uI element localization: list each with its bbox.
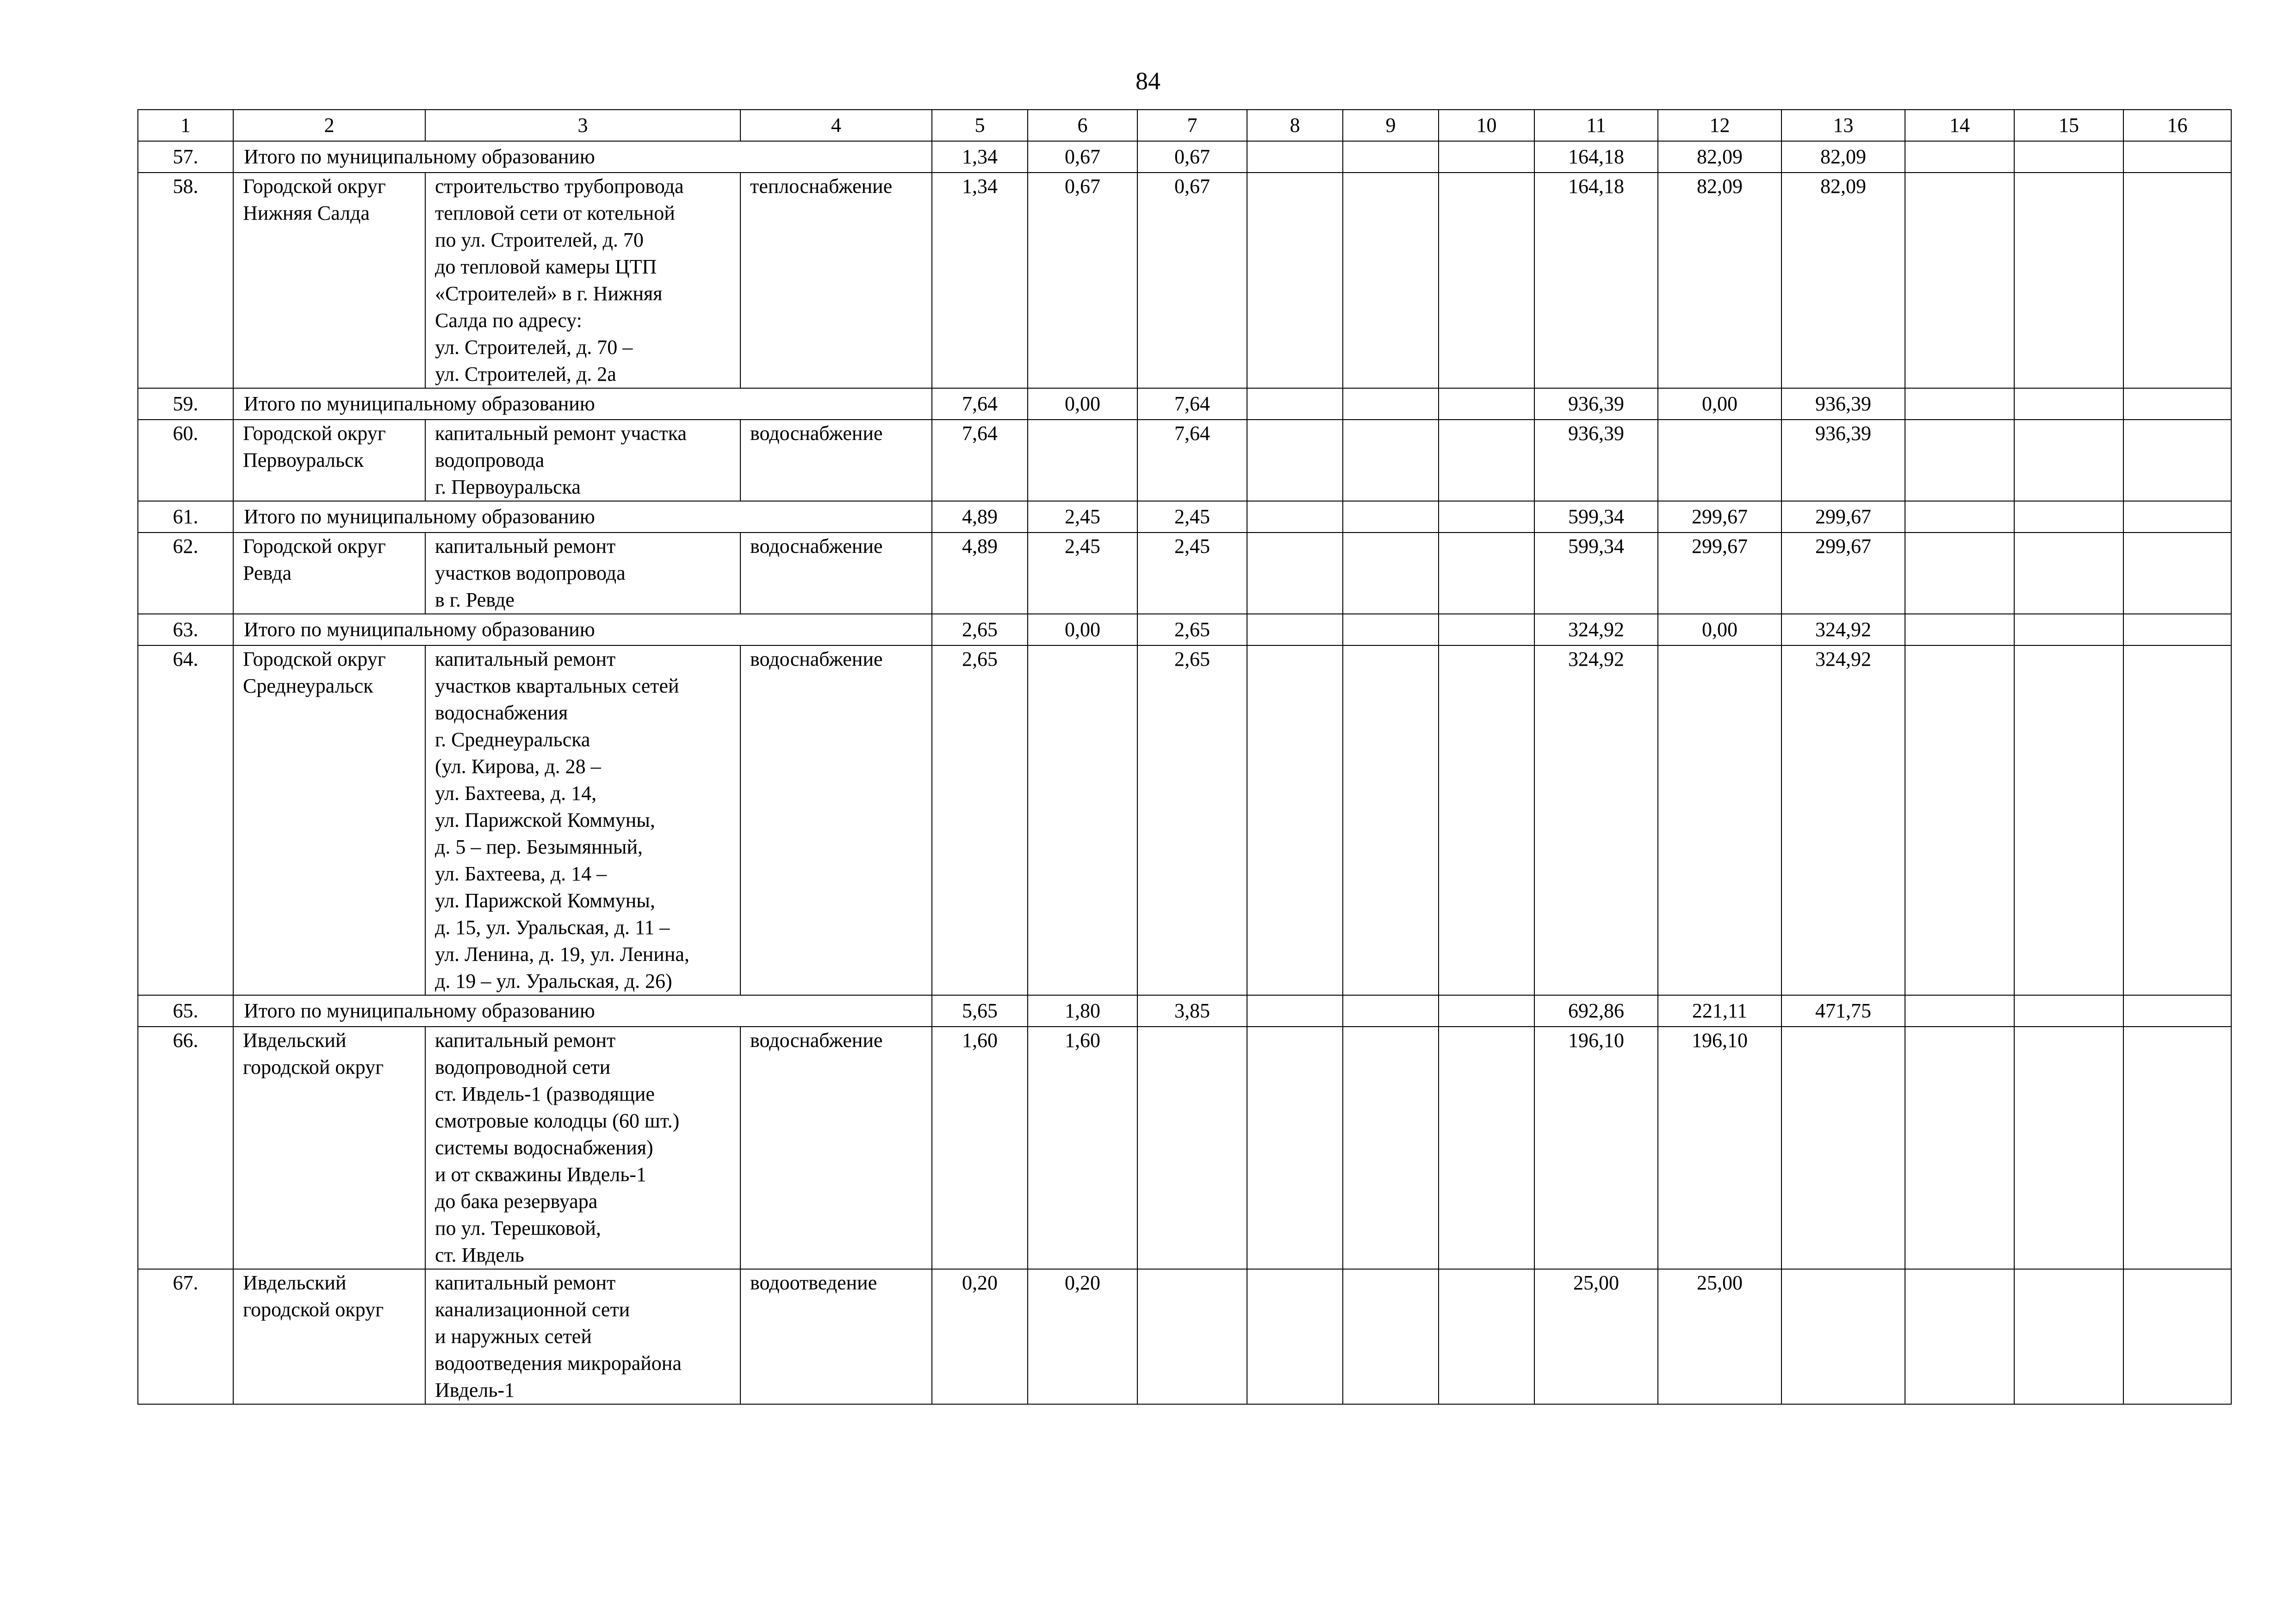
value-col-16 — [2123, 645, 2231, 995]
value-col-14 — [1905, 141, 2014, 173]
header-col-1: 1 — [138, 110, 233, 141]
value-col-9 — [1343, 995, 1439, 1027]
total-label: Итого по муниципальному образованию — [233, 614, 932, 645]
value-col-13: 324,92 — [1781, 614, 1905, 645]
value-col-15 — [2014, 1027, 2123, 1269]
value-col-10 — [1439, 1027, 1534, 1269]
value-col-14 — [1905, 173, 2014, 388]
value-col-14 — [1905, 1269, 2014, 1404]
header-col-13: 13 — [1781, 110, 1905, 141]
value-col-10 — [1439, 533, 1534, 614]
header-col-10: 10 — [1439, 110, 1534, 141]
utility-type-cell: водоснабжение — [740, 645, 932, 995]
value-col-10 — [1439, 141, 1534, 173]
value-col-16 — [2123, 173, 2231, 388]
header-col-8: 8 — [1247, 110, 1343, 141]
value-col-16 — [2123, 614, 2231, 645]
total-row — [138, 388, 2231, 420]
value-col-5: 7,64 — [932, 388, 1028, 420]
row-number: 57. — [138, 141, 233, 173]
value-col-16 — [2123, 388, 2231, 420]
value-col-5: 2,65 — [932, 645, 1028, 995]
row-number: 64. — [138, 645, 233, 995]
value-col-12: 0,00 — [1658, 388, 1781, 420]
value-col-9 — [1343, 501, 1439, 533]
utility-type-cell: водоснабжение — [740, 1027, 932, 1269]
value-col-8 — [1247, 141, 1343, 173]
value-col-11: 599,34 — [1534, 533, 1658, 614]
value-col-7: 2,65 — [1137, 645, 1247, 995]
value-col-9 — [1343, 614, 1439, 645]
value-col-15 — [2014, 420, 2123, 501]
value-col-9 — [1343, 1269, 1439, 1404]
value-col-10 — [1439, 501, 1534, 533]
value-col-8 — [1247, 1269, 1343, 1404]
total-row — [138, 995, 2231, 1027]
value-col-12: 82,09 — [1658, 173, 1781, 388]
value-col-8 — [1247, 420, 1343, 501]
utility-type-cell: водоотведение — [740, 1269, 932, 1404]
value-col-15 — [2014, 141, 2123, 173]
value-col-15 — [2014, 533, 2123, 614]
header-col-9: 9 — [1343, 110, 1439, 141]
utility-type-cell: водоснабжение — [740, 533, 932, 614]
value-col-7: 0,67 — [1137, 173, 1247, 388]
total-label: Итого по муниципальному образованию — [233, 388, 932, 420]
row-number: 60. — [138, 420, 233, 501]
value-col-11: 164,18 — [1534, 141, 1658, 173]
value-col-14 — [1905, 388, 2014, 420]
value-col-8 — [1247, 1027, 1343, 1269]
value-col-6: 0,20 — [1028, 1269, 1137, 1404]
value-col-16 — [2123, 141, 2231, 173]
page-number: 84 — [1136, 67, 1160, 95]
header-col-11: 11 — [1534, 110, 1658, 141]
value-col-10 — [1439, 173, 1534, 388]
value-col-10 — [1439, 995, 1534, 1027]
header-col-15: 15 — [2014, 110, 2123, 141]
row-number: 62. — [138, 533, 233, 614]
value-col-15 — [2014, 173, 2123, 388]
header-col-14: 14 — [1905, 110, 2014, 141]
value-col-12: 299,67 — [1658, 501, 1781, 533]
header-col-16: 16 — [2123, 110, 2231, 141]
municipality-cell: Городской округ Среднеуральск — [233, 645, 425, 995]
header-col-2: 2 — [233, 110, 425, 141]
value-col-8 — [1247, 995, 1343, 1027]
municipality-cell: Городской округ Нижняя Салда — [233, 173, 425, 388]
value-col-7: 3,85 — [1137, 995, 1247, 1027]
value-col-6: 0,67 — [1028, 141, 1137, 173]
row-number: 61. — [138, 501, 233, 533]
value-col-10 — [1439, 420, 1534, 501]
value-col-13: 82,09 — [1781, 173, 1905, 388]
value-col-9 — [1343, 645, 1439, 995]
row-number: 59. — [138, 388, 233, 420]
investment-table — [137, 109, 2232, 1405]
value-col-16 — [2123, 995, 2231, 1027]
work-description-cell: капитальный ремонт канализационной сети и наружных сетей водоотведения микрорайона Ивдель-1 — [425, 1269, 740, 1404]
value-col-11: 692,86 — [1534, 995, 1658, 1027]
municipality-cell: Ивдельский городской округ — [233, 1027, 425, 1269]
value-col-6 — [1028, 645, 1137, 995]
value-col-7: 7,64 — [1137, 388, 1247, 420]
value-col-6: 1,80 — [1028, 995, 1137, 1027]
value-col-15 — [2014, 501, 2123, 533]
value-col-10 — [1439, 1269, 1534, 1404]
value-col-13: 82,09 — [1781, 141, 1905, 173]
total-row — [138, 614, 2231, 645]
value-col-8 — [1247, 533, 1343, 614]
value-col-9 — [1343, 1027, 1439, 1269]
value-col-10 — [1439, 645, 1534, 995]
value-col-15 — [2014, 1269, 2123, 1404]
value-col-7: 2,65 — [1137, 614, 1247, 645]
value-col-6: 0,00 — [1028, 614, 1137, 645]
value-col-15 — [2014, 614, 2123, 645]
value-col-14 — [1905, 645, 2014, 995]
value-col-13: 324,92 — [1781, 645, 1905, 995]
value-col-9 — [1343, 173, 1439, 388]
value-col-11: 25,00 — [1534, 1269, 1658, 1404]
value-col-14 — [1905, 501, 2014, 533]
value-col-13: 471,75 — [1781, 995, 1905, 1027]
value-col-6: 0,67 — [1028, 173, 1137, 388]
value-col-9 — [1343, 420, 1439, 501]
work-description-cell: капитальный ремонт водопроводной сети ст. Ивдель-1 (разводящие смотровые колодцы (60 шт.) системы водоснабжения) и от скважины Ивдель-1 до бака резервуара по ул. Терешковой, ст. Ивдель — [425, 1027, 740, 1269]
value-col-6 — [1028, 420, 1137, 501]
value-col-13: 299,67 — [1781, 501, 1905, 533]
value-col-13: 299,67 — [1781, 533, 1905, 614]
value-col-16 — [2123, 1269, 2231, 1404]
value-col-15 — [2014, 645, 2123, 995]
value-col-11: 164,18 — [1534, 173, 1658, 388]
work-description-cell: капитальный ремонт участков квартальных сетей водоснабжения г. Среднеуральска (ул. Кирова, д. 28 – ул. Бахтеева, д. 14, ул. Парижской Коммуны, д. 5 – пер. Безымянный, ул. Бахтеева, д. 14 – ул. Парижской Коммуны, д. 15, ул. Уральская, д. 11 – ул. Ленина, д. 19, ул. Ленина, д. 19 – ул. Уральская, д. 26) — [425, 645, 740, 995]
value-col-7: 0,67 — [1137, 141, 1247, 173]
municipality-cell: Городской округ Первоуральск — [233, 420, 425, 501]
value-col-5: 5,65 — [932, 995, 1028, 1027]
value-col-16 — [2123, 501, 2231, 533]
work-description-cell: строительство трубопровода тепловой сети от котельной по ул. Строителей, д. 70 до тепловой камеры ЦТП «Строителей» в г. Нижняя Салда по адресу: ул. Строителей, д. 70 – ул. Строителей, д. 2а — [425, 173, 740, 388]
utility-type-cell: водоснабжение — [740, 420, 932, 501]
value-col-7: 2,45 — [1137, 501, 1247, 533]
value-col-7: 7,64 — [1137, 420, 1247, 501]
row-number: 65. — [138, 995, 233, 1027]
total-label: Итого по муниципальному образованию — [233, 141, 932, 173]
value-col-5: 4,89 — [932, 501, 1028, 533]
header-row — [138, 110, 2231, 141]
value-col-16 — [2123, 1027, 2231, 1269]
value-col-7 — [1137, 1269, 1247, 1404]
value-col-9 — [1343, 141, 1439, 173]
value-col-12: 299,67 — [1658, 533, 1781, 614]
total-label: Итого по муниципальному образованию — [233, 501, 932, 533]
value-col-13 — [1781, 1027, 1905, 1269]
item-row — [138, 533, 2231, 614]
item-row — [138, 1027, 2231, 1269]
value-col-15 — [2014, 388, 2123, 420]
value-col-8 — [1247, 614, 1343, 645]
value-col-7: 2,45 — [1137, 533, 1247, 614]
work-description-cell: капитальный ремонт участков водопровода в г. Ревде — [425, 533, 740, 614]
value-col-13 — [1781, 1269, 1905, 1404]
value-col-8 — [1247, 173, 1343, 388]
header-col-6: 6 — [1028, 110, 1137, 141]
municipality-cell: Ивдельский городской округ — [233, 1269, 425, 1404]
value-col-7 — [1137, 1027, 1247, 1269]
header-col-4: 4 — [740, 110, 932, 141]
header-col-3: 3 — [425, 110, 740, 141]
value-col-6: 1,60 — [1028, 1027, 1137, 1269]
value-col-11: 196,10 — [1534, 1027, 1658, 1269]
value-col-13: 936,39 — [1781, 388, 1905, 420]
value-col-16 — [2123, 533, 2231, 614]
value-col-11: 936,39 — [1534, 420, 1658, 501]
value-col-11: 599,34 — [1534, 501, 1658, 533]
row-number: 58. — [138, 173, 233, 388]
item-row — [138, 645, 2231, 995]
value-col-14 — [1905, 533, 2014, 614]
value-col-10 — [1439, 614, 1534, 645]
row-number: 67. — [138, 1269, 233, 1404]
value-col-16 — [2123, 420, 2231, 501]
value-col-8 — [1247, 645, 1343, 995]
value-col-5: 4,89 — [932, 533, 1028, 614]
value-col-8 — [1247, 388, 1343, 420]
value-col-11: 936,39 — [1534, 388, 1658, 420]
value-col-14 — [1905, 614, 2014, 645]
total-row — [138, 141, 2231, 173]
value-col-11: 324,92 — [1534, 645, 1658, 995]
header-col-5: 5 — [932, 110, 1028, 141]
header-col-7: 7 — [1137, 110, 1247, 141]
value-col-12 — [1658, 420, 1781, 501]
item-row — [138, 420, 2231, 501]
value-col-5: 0,20 — [932, 1269, 1028, 1404]
value-col-8 — [1247, 501, 1343, 533]
work-description-cell: капитальный ремонт участка водопровода г. Первоуральска — [425, 420, 740, 501]
value-col-14 — [1905, 420, 2014, 501]
value-col-5: 1,34 — [932, 141, 1028, 173]
item-row — [138, 1269, 2231, 1404]
item-row — [138, 173, 2231, 388]
value-col-12: 82,09 — [1658, 141, 1781, 173]
header-col-12: 12 — [1658, 110, 1781, 141]
value-col-9 — [1343, 533, 1439, 614]
value-col-10 — [1439, 388, 1534, 420]
utility-type-cell: теплоснабжение — [740, 173, 932, 388]
municipality-cell: Городской округ Ревда — [233, 533, 425, 614]
value-col-6: 2,45 — [1028, 501, 1137, 533]
value-col-11: 324,92 — [1534, 614, 1658, 645]
value-col-5: 1,60 — [932, 1027, 1028, 1269]
value-col-5: 7,64 — [932, 420, 1028, 501]
total-row — [138, 501, 2231, 533]
value-col-9 — [1343, 388, 1439, 420]
value-col-6: 0,00 — [1028, 388, 1137, 420]
value-col-12: 25,00 — [1658, 1269, 1781, 1404]
value-col-12: 196,10 — [1658, 1027, 1781, 1269]
row-number: 66. — [138, 1027, 233, 1269]
value-col-12: 221,11 — [1658, 995, 1781, 1027]
total-label: Итого по муниципальному образованию — [233, 995, 932, 1027]
value-col-14 — [1905, 1027, 2014, 1269]
row-number: 63. — [138, 614, 233, 645]
value-col-5: 2,65 — [932, 614, 1028, 645]
value-col-12 — [1658, 645, 1781, 995]
value-col-13: 936,39 — [1781, 420, 1905, 501]
value-col-15 — [2014, 995, 2123, 1027]
value-col-12: 0,00 — [1658, 614, 1781, 645]
value-col-6: 2,45 — [1028, 533, 1137, 614]
value-col-14 — [1905, 995, 2014, 1027]
value-col-5: 1,34 — [932, 173, 1028, 388]
